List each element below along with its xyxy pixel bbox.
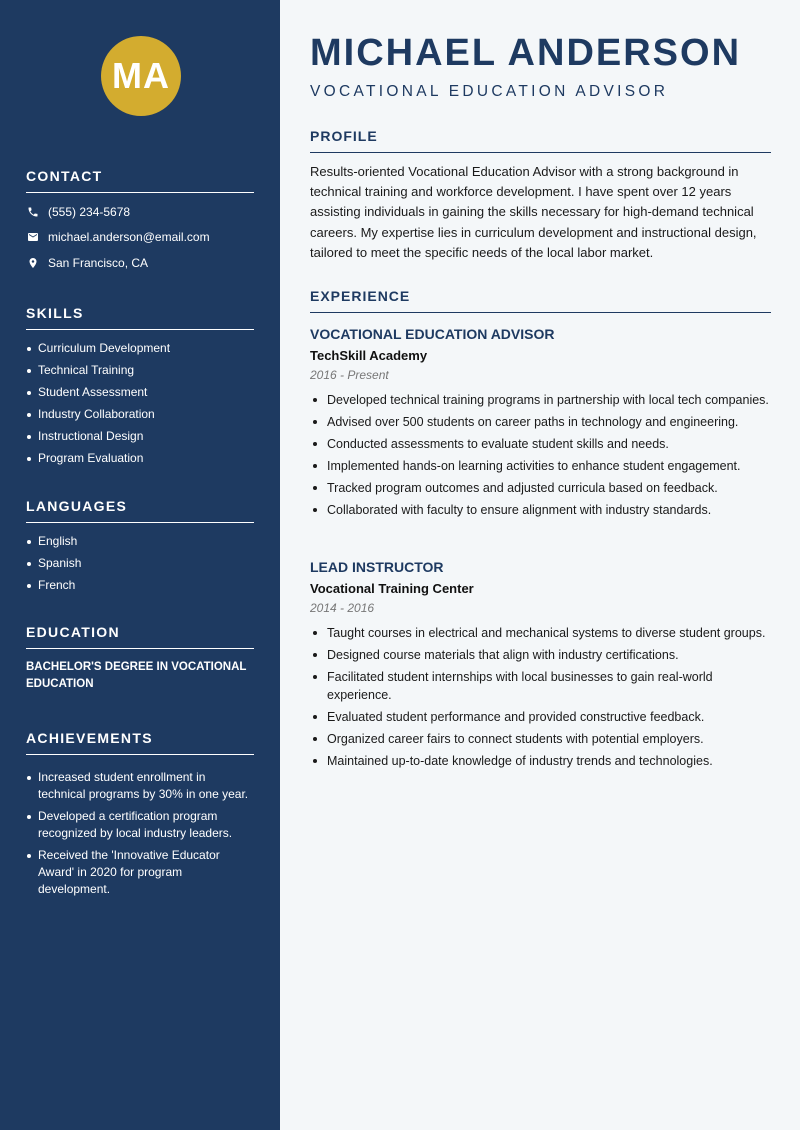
sidebar xyxy=(0,0,280,1130)
job-bullets xyxy=(310,624,771,770)
achievements-section xyxy=(26,730,254,903)
location-pin-icon xyxy=(26,256,39,269)
skills-section xyxy=(26,305,254,472)
skills-list xyxy=(26,340,254,467)
job-bullet: Implemented hands-on learning activities to enhance student engagement. xyxy=(310,457,771,475)
contact-location xyxy=(26,254,254,271)
experience-heading: EXPERIENCE xyxy=(310,288,771,313)
skills-heading: SKILLS xyxy=(26,305,254,330)
achievement-item: Developed a certification program recognized by local industry leaders. xyxy=(26,808,254,842)
job-bullet: Developed technical training programs in partnership with local tech companies. xyxy=(310,391,771,409)
profile-text: Results-oriented Vocational Education Advisor with a strong background in technical training and workforce development. I have spent over 12 years assisting individuals in gaining the skills necessary for high-demand technical careers. My expertise lies in curriculum development and instructional design, tailored to meet the specific needs of the local labor market. xyxy=(310,164,757,260)
education-heading: EDUCATION xyxy=(26,624,254,649)
job-company: Vocational Training Center xyxy=(310,581,474,596)
job-bullet: Designed course materials that align with industry certifications. xyxy=(310,646,771,664)
job-entry xyxy=(310,559,771,774)
phone-text: (555) 234-5678 xyxy=(48,204,131,219)
contact-section xyxy=(26,168,254,280)
job-bullet: Taught courses in electrical and mechanical systems to diverse student groups. xyxy=(310,624,771,642)
job-entry xyxy=(310,326,771,523)
job-bullet: Collaborated with faculty to ensure alignment with industry standards. xyxy=(310,501,771,519)
skill-item: Industry Collaboration xyxy=(26,406,254,423)
skill-item: Student Assessment xyxy=(26,384,254,401)
language-item: French xyxy=(26,577,254,594)
languages-section xyxy=(26,498,254,599)
languages-heading: LANGUAGES xyxy=(26,498,254,523)
job-title: VOCATIONAL EDUCATION ADVISOR xyxy=(310,326,555,342)
job-company: TechSkill Academy xyxy=(310,348,428,363)
job-bullet: Conducted assessments to evaluate student skills and needs. xyxy=(310,435,771,453)
achievements-heading: ACHIEVEMENTS xyxy=(26,730,254,755)
job-bullet: Organized career fairs to connect students with potential employers. xyxy=(310,730,771,748)
skill-item: Program Evaluation xyxy=(26,450,254,467)
profile-heading: PROFILE xyxy=(310,128,771,153)
profile-section xyxy=(310,128,771,263)
job-bullet: Facilitated student internships with local businesses to gain real-world experience. xyxy=(310,668,771,704)
skill-item: Technical Training xyxy=(26,362,254,379)
achievement-item: Received the 'Innovative Educator Award' in 2020 for program development. xyxy=(26,847,254,898)
person-name: MICHAEL ANDERSON xyxy=(310,32,742,74)
phone-icon xyxy=(26,205,39,218)
job-bullet: Advised over 500 students on career paths in technology and engineering. xyxy=(310,413,771,431)
skill-item: Instructional Design xyxy=(26,428,254,445)
email-text: michael.anderson@email.com xyxy=(48,230,210,244)
education-degree: BACHELOR'S DEGREE IN VOCATIONAL EDUCATION xyxy=(26,661,247,690)
job-title: LEAD INSTRUCTOR xyxy=(310,559,444,575)
languages-list xyxy=(26,533,254,594)
achievements-list xyxy=(26,769,254,898)
contact-phone xyxy=(26,203,254,220)
skill-item: Curriculum Development xyxy=(26,340,254,357)
language-item: English xyxy=(26,533,254,550)
contact-email xyxy=(26,229,254,246)
achievement-item: Increased student enrollment in technical programs by 30% in one year. xyxy=(26,769,254,803)
job-bullet: Maintained up-to-date knowledge of industry trends and technologies. xyxy=(310,752,771,770)
contact-heading: CONTACT xyxy=(26,168,254,193)
job-bullet: Evaluated student performance and provided constructive feedback. xyxy=(310,708,771,726)
job-bullet: Tracked program outcomes and adjusted curricula based on feedback. xyxy=(310,479,771,497)
job-dates: 2016 - Present xyxy=(310,368,389,382)
contact-list xyxy=(26,203,254,271)
location-text: San Francisco, CA xyxy=(48,255,149,270)
job-bullets xyxy=(310,391,771,519)
experience-section xyxy=(310,288,771,313)
language-item: Spanish xyxy=(26,555,254,572)
email-icon xyxy=(26,231,39,244)
job-title-headline: VOCATIONAL EDUCATION ADVISOR xyxy=(310,83,669,100)
education-section xyxy=(26,624,254,693)
job-dates: 2014 - 2016 xyxy=(310,601,375,615)
avatar-initials: MA xyxy=(101,36,181,116)
